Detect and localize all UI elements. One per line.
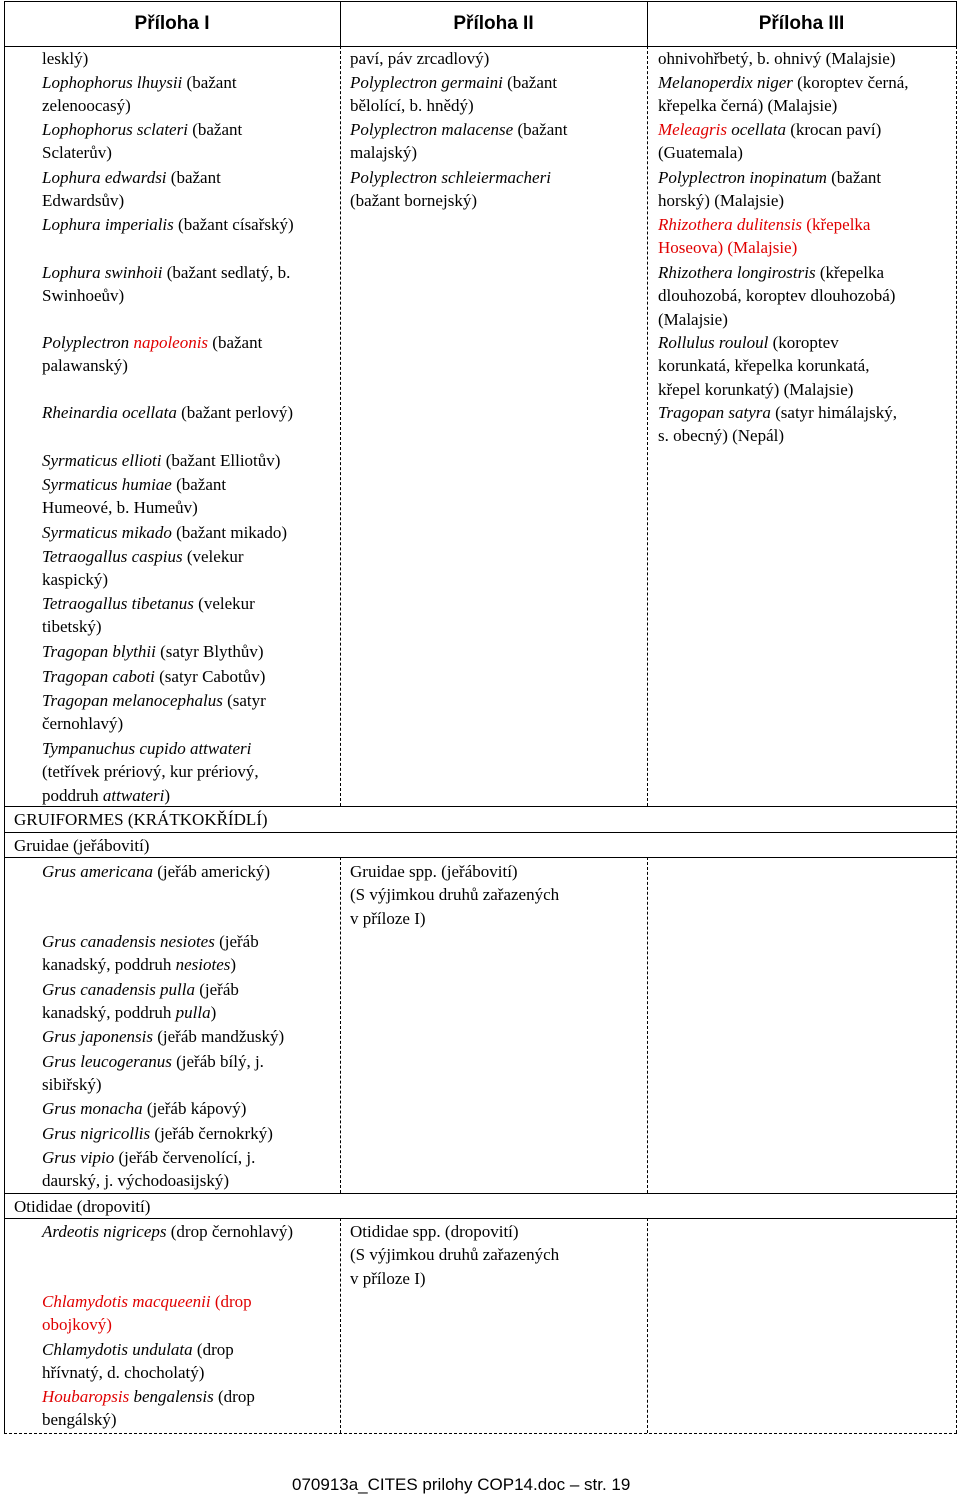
species-entry: Tragopan satyra (satyr himálajský, s. obecný) (Nepál) [658,403,897,446]
species-entry: Lophura imperialis (bažant císařský) [42,215,294,234]
column-divider-1 [340,46,341,806]
species-entry: Tragopan caboti (satyr Cabotův) [42,667,266,686]
species-entry: Houbaropsis bengalensis (drop bengálský) [42,1387,255,1430]
species-entry: Melanoperdix niger (koroptev černá, křepelka černá) (Malajsie) [658,73,909,116]
column-divider-2 [647,1218,648,1433]
page-footer: 070913a_CITES prilohy COP14.doc – str. 19 [292,1475,631,1494]
species-entry: Grus americana (jeřáb americký) [42,862,271,881]
species-entry: Grus canadensis pulla (jeřáb kanadský, poddruh pulla) [42,980,239,1023]
species-entry: Polyplectron inopinatum (bažant horský) (Malajsie) [658,168,882,211]
species-entry: Tympanuchus cupido attwateri (tetřívek prériový, kur prériový, poddruh attwateri) [42,739,259,805]
species-entry: Rhizothera longirostris (křepelka dlouhozobá, koroptev dlouhozobá) (Malajsie) [658,263,896,329]
species-entry: Grus leucogeranus (jeřáb bílý, j. sibiřský) [42,1052,264,1095]
species-entry: Chlamydotis undulata (drop hřívnatý, d. chocholatý) [42,1340,234,1383]
column-divider-2 [647,46,648,806]
species-entry: Polyplectron schleiermacheri (bažant bornejský) [350,168,551,211]
species-entry: Lophura edwardsi (bažant Edwardsův) [42,168,221,211]
row-separator [4,1193,957,1194]
column-header-3: Příloha III [758,13,845,34]
species-entry: Polyplectron napoleonis (bažant palawanský) [42,333,263,376]
species-entry: Otididae spp. (dropovití) (S výjimkou druhů zařazených v příloze I) [350,1222,560,1288]
header-divider-1 [340,1,341,46]
species-entry: Grus monacha (jeřáb kápový) [42,1099,247,1118]
species-entry: Rheinardia ocellata (bažant perlový) [42,403,293,422]
row-separator [4,857,957,858]
family-heading-otididae: Otididae (dropovití) [14,1197,151,1216]
species-entry: Polyplectron germaini (bažant bělolící, b. hnědý) [350,73,558,116]
species-entry: Grus nigricollis (jeřáb černokrký) [42,1124,273,1143]
species-entry: Ardeotis nigriceps (drop černohlavý) [42,1222,294,1241]
species-entry: Rhizothera dulitensis (křepelka Hoseova) (Malajsie) [658,215,871,258]
family-heading-gruidae: Gruidae (jeřábovití) [14,836,150,855]
table-top-border [4,1,957,2]
species-entry: Grus japonensis (jeřáb mandžuský) [42,1027,285,1046]
header-divider-2 [647,1,648,46]
species-entry: Meleagris ocellata (krocan paví) (Guatemala) [658,120,882,163]
column-divider-2 [647,857,648,1193]
row-separator [4,1218,957,1219]
species-entry: Syrmaticus ellioti (bažant Elliotův) [42,451,281,470]
table-bottom-border [4,1433,957,1434]
species-entry: Syrmaticus mikado (bažant mikado) [42,523,288,542]
species-entry: lesklý) [42,49,89,68]
species-entry: Tetraogallus tibetanus (velekur tibetský) [42,594,255,637]
species-entry: Chlamydotis macqueenii (drop obojkový) [42,1292,252,1335]
species-entry: Tetraogallus caspius (velekur kaspický) [42,547,244,590]
species-entry: ohnivohřbetý, b. ohnivý (Malajsie) [658,49,896,68]
species-entry: Grus vipio (jeřáb červenolící, j. daurský, j. východoasijský) [42,1148,256,1191]
order-heading-gruiformes: GRUIFORMES (KRÁTKOKŘÍDLÍ) [14,810,268,829]
column-header-2: Příloha II [453,13,534,34]
species-entry: Lophophorus lhuysii (bažant zelenoocasý) [42,73,237,116]
species-entry: Tragopan melanocephalus (satyr černohlavý) [42,691,266,734]
species-entry: Gruidae spp. (jeřábovití) (S výjimkou druhů zařazených v příloze I) [350,862,560,928]
row-separator [4,832,957,833]
column-divider-1 [340,1218,341,1433]
table-right-border [956,1,957,46]
species-entry: Tragopan blythii (satyr Blythův) [42,642,264,661]
species-entry: Syrmaticus humiae (bažant Humeové, b. Humeův) [42,475,227,518]
table-right-border [956,46,957,1433]
species-entry: paví, páv zrcadlový) [350,49,490,68]
species-entry: Lophura swinhoii (bažant sedlatý, b. Swinhoeův) [42,263,291,306]
species-entry: Lophophorus sclateri (bažant Sclaterův) [42,120,243,163]
column-header-1: Příloha I [134,13,210,34]
species-entry: Grus canadensis nesiotes (jeřáb kanadský, poddruh nesiotes) [42,932,259,975]
species-entry: Polyplectron malacense (bažant malajský) [350,120,568,163]
column-divider-1 [340,857,341,1193]
species-entry: Rollulus rouloul (koroptev korunkatá, křepelka korunkatá, křepel korunkatý) (Malajsie) [658,333,870,399]
